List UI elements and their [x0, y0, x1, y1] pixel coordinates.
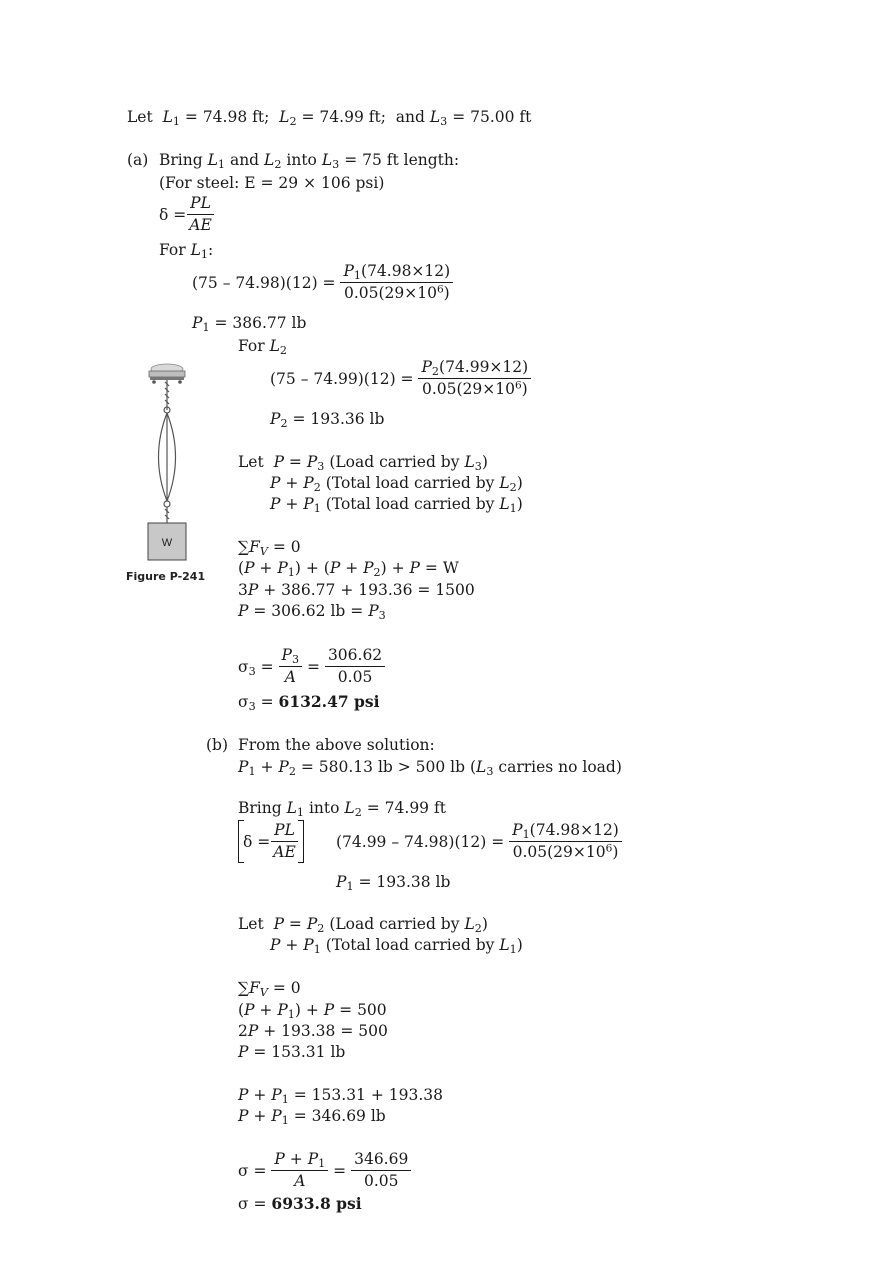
let-p3: Let $P = P_3$ (Load carried by $L_3$): [238, 453, 488, 473]
steel-note: (For steel: E = 29 × 106 psi): [159, 174, 385, 192]
pp1-result: $P + P_1 = 346.69$ lb: [238, 1107, 386, 1127]
figure-caption: Figure P-241: [126, 570, 206, 583]
let-pp2: $P + P_2$ (Total load carried by $L_2$): [270, 474, 523, 494]
p-result-a: P = 306.62 lb = $P_3$: [238, 602, 386, 622]
p-result-b: P = 153.31 lb: [238, 1043, 346, 1061]
sum-fv-a: $\sum F_V = 0$: [238, 538, 301, 558]
equation-l1: (75 – 74.98)(12) = $\frac{P_1(74.98\times 12)}{0.05(29\times 10^6)}$: [192, 261, 453, 304]
eq3: 3P + 386.77 + 193.36 = 1500: [238, 581, 475, 599]
for-l2: For $L_2$: [238, 337, 287, 357]
p2-result: $P_2 = 193.36$ lb: [270, 410, 385, 430]
sigma-formula: σ = $\frac{P + P_1}{A}$ = $\frac{346.69}{0.05}$: [238, 1149, 411, 1192]
sigma-result: σ = 6933.8 psi: [238, 1194, 362, 1213]
let-pp1-b: $P + P_1$ (Total load carried by $L_1$): [270, 936, 523, 956]
let-pp1: $P + P_1$ (Total load carried by $L_1$): [270, 495, 523, 515]
part-b-label: (b): [206, 736, 229, 754]
weight-label: W: [161, 537, 173, 549]
delta-formula: δ = $\frac{PL}{AE}$: [159, 193, 215, 236]
intro-line: Let $L_1 = 74.98$ ft; $L_2 = 74.99$ ft; and $L_3 = 75.00$ ft: [127, 108, 532, 128]
part-a-label: (a): [127, 151, 149, 169]
bring-l1: Bring $L_1$ into $L_2 = 74.99$ ft: [238, 799, 446, 819]
equation-l2: (75 – 74.99)(12) = $\frac{P_2(74.99\times 12)}{0.05(29\times 10^6)}$: [270, 357, 531, 400]
bracket-delta: δ = $\frac{PL}{AE}$: [238, 820, 304, 863]
p1-result-b: $P_1 = 193.38$ lb: [336, 873, 451, 893]
sum-eq-a: $(P + P_1) + (P + P_2) + P = W$: [238, 559, 459, 579]
for-l1: For $L_1$:: [159, 241, 214, 261]
eq5: 2P + 193.38 = 500: [238, 1022, 388, 1040]
part-a-heading: Bring $L_1$ and $L_2$ into $L_3 = 75$ ft length:: [159, 151, 460, 171]
sigma3-formula: $\sigma_3$ = $\frac{P_3}{A}$ = $\frac{306.62}{0.05}$: [238, 645, 385, 688]
equation-b: (74.99 – 74.98)(12) = $\frac{P_1(74.98\times 12)}{0.05(29\times 10^6)}$: [336, 820, 622, 863]
sigma3-result: $\sigma_3 = 6132.47$ psi: [238, 692, 380, 713]
sum-fv-b: $\sum F_V = 0$: [238, 979, 301, 999]
sum-eq-b: $(P + P_1) + P = 500$: [238, 1001, 387, 1021]
part-b-sum: $P_1 + P_2 = 580.13$ lb > 500 lb ($L_3$ carries no load): [238, 758, 622, 778]
cable-assembly-icon: [159, 380, 176, 523]
pp1-sum: $P + P_1 = 153.31 + 193.38$: [238, 1086, 443, 1106]
p1-result: $P_1 = 386.77$ lb: [192, 314, 307, 334]
part-b-heading: From the above solution:: [238, 736, 435, 754]
let-p2-b: Let $P = P_2$ (Load carried by $L_2$): [238, 915, 488, 935]
figure-p241: [140, 360, 200, 565]
